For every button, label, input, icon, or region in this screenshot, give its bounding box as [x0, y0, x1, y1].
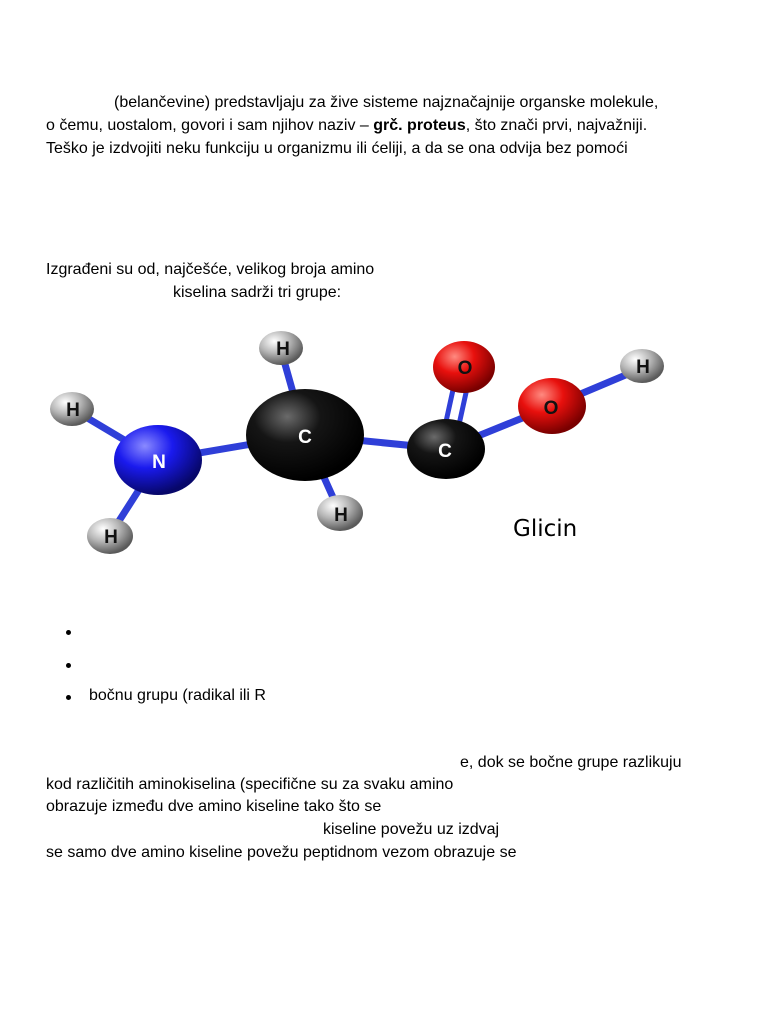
paragraph-line-2: kod različitih aminokiselina (specifične su za svaku amino: [46, 776, 454, 793]
intro-line-2-start: o čemu, uostalom, govori i sam njihov naziv –: [46, 117, 374, 134]
structure-line-2: kiselina sadrži tri grupe:: [173, 284, 342, 301]
atom-label: N: [152, 452, 166, 473]
molecule-caption: Glicin: [513, 516, 578, 542]
intro-line-2: [46, 116, 647, 136]
atom-label: H: [636, 357, 650, 378]
atom-label: H: [276, 339, 290, 360]
bullet-dot: [66, 695, 71, 700]
paragraph-line-1: e, dok se bočne grupe razlikuju: [460, 754, 682, 771]
paragraph-line-5: se samo dve amino kiseline povežu peptidnom vezom obrazuje se: [46, 844, 517, 861]
atom-label: C: [298, 427, 312, 448]
list-item-3: bočnu grupu (radikal ili R: [89, 687, 266, 704]
atom-label: H: [334, 505, 348, 526]
intro-line-1: (belančevine) predstavljaju za žive sisteme najznačajnije organske molekule,: [114, 94, 659, 111]
greek-term: grč. proteus: [373, 117, 466, 134]
intro-line-3: Teško je izdvojiti neku funkciju u organizmu ili ćeliji, a da se ona odvija bez pomoći: [46, 140, 628, 157]
intro-line-2-end: , što znači prvi, najvažniji.: [465, 117, 648, 134]
paragraph-line-3: obrazuje između dve amino kiseline tako što se: [46, 798, 382, 815]
bullet-dot: [66, 630, 71, 635]
atom-label: H: [66, 400, 80, 421]
structure-line-1: Izgrađeni su od, najčešće, velikog broja amino: [46, 261, 375, 278]
glycine-molecule-illustration: [40, 325, 700, 565]
atom-label: O: [543, 398, 559, 419]
atom-label: O: [457, 358, 473, 379]
atom-label: C: [438, 441, 452, 462]
bullet-dot: [66, 663, 71, 668]
atom-label: H: [104, 527, 118, 548]
paragraph-line-4: kiseline povežu uz izdvaj: [323, 821, 500, 838]
